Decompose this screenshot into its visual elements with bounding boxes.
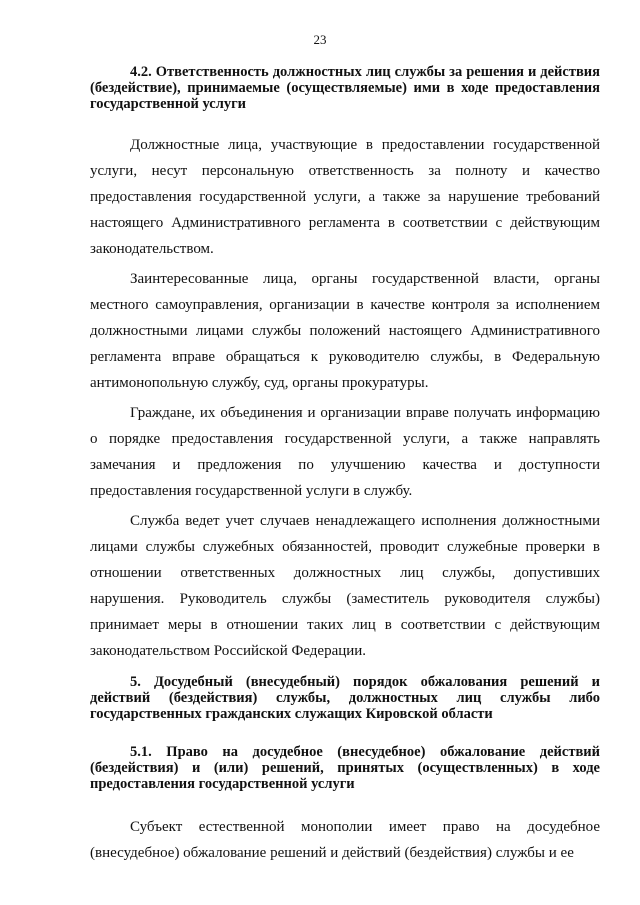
- document-body: [90, 64, 600, 866]
- section-4-2-paragraph-3: Граждане, их объединения и организации вправе получать информацию о порядке предоставления государственной услуги, а также направлять замечания и предложения по улучшению качества и доступности предоставления государственной услуги в службу.: [90, 405, 600, 499]
- page-number: 23: [313, 32, 327, 47]
- section-4-2-heading: 4.2. Ответственность должностных лиц службы за решения и действия (бездействие), принимаемые (осуществляемые) ими в ходе предоставления государственной услуги: [90, 64, 600, 112]
- section-4-2-paragraph-4: Служба ведет учет случаев ненадлежащего исполнения должностными лицами службы служебных обязанностей, проводит служебные проверки в отношении ответственных должностных лиц службы, допустивших нарушения. Руководитель службы (заместитель руководителя службы) принимает меры в отношении таких лиц в соответствии с действующим законодательством Российской Федерации.: [90, 513, 600, 659]
- section-5-1-heading: 5.1. Право на досудебное (внесудебное) обжалование действий (бездействия) и (или) решений, принятых (осуществленных) в ходе предоставления государственной услуги: [90, 744, 600, 792]
- section-5-1-paragraph-1: Субъект естественной монополии имеет право на досудебное (внесудебное) обжалование решений и действий (бездействия) службы и ее: [90, 819, 600, 861]
- section-4-2-paragraph-2: Заинтересованные лица, органы государственной власти, органы местного самоуправления, организации в качестве контроля за исполнением должностными лицами службы положений настоящего Административного регламента вправе обращаться к руководителю службы, в Федеральную антимонопольную службу, суд, органы прокуратуры.: [90, 271, 600, 391]
- section-4-2-paragraph-1: Должностные лица, участвующие в предоставлении государственной услуги, несут персональную ответственность за полноту и качество предоставления государственной услуги, а также за нарушение требований настоящего Административного регламента в соответствии с действующим законодательством.: [90, 137, 600, 257]
- section-5-heading: 5. Досудебный (внесудебный) порядок обжалования решений и действий (бездействия) службы, должностных лиц службы либо государственных гражданских служащих Кировской области: [90, 674, 600, 722]
